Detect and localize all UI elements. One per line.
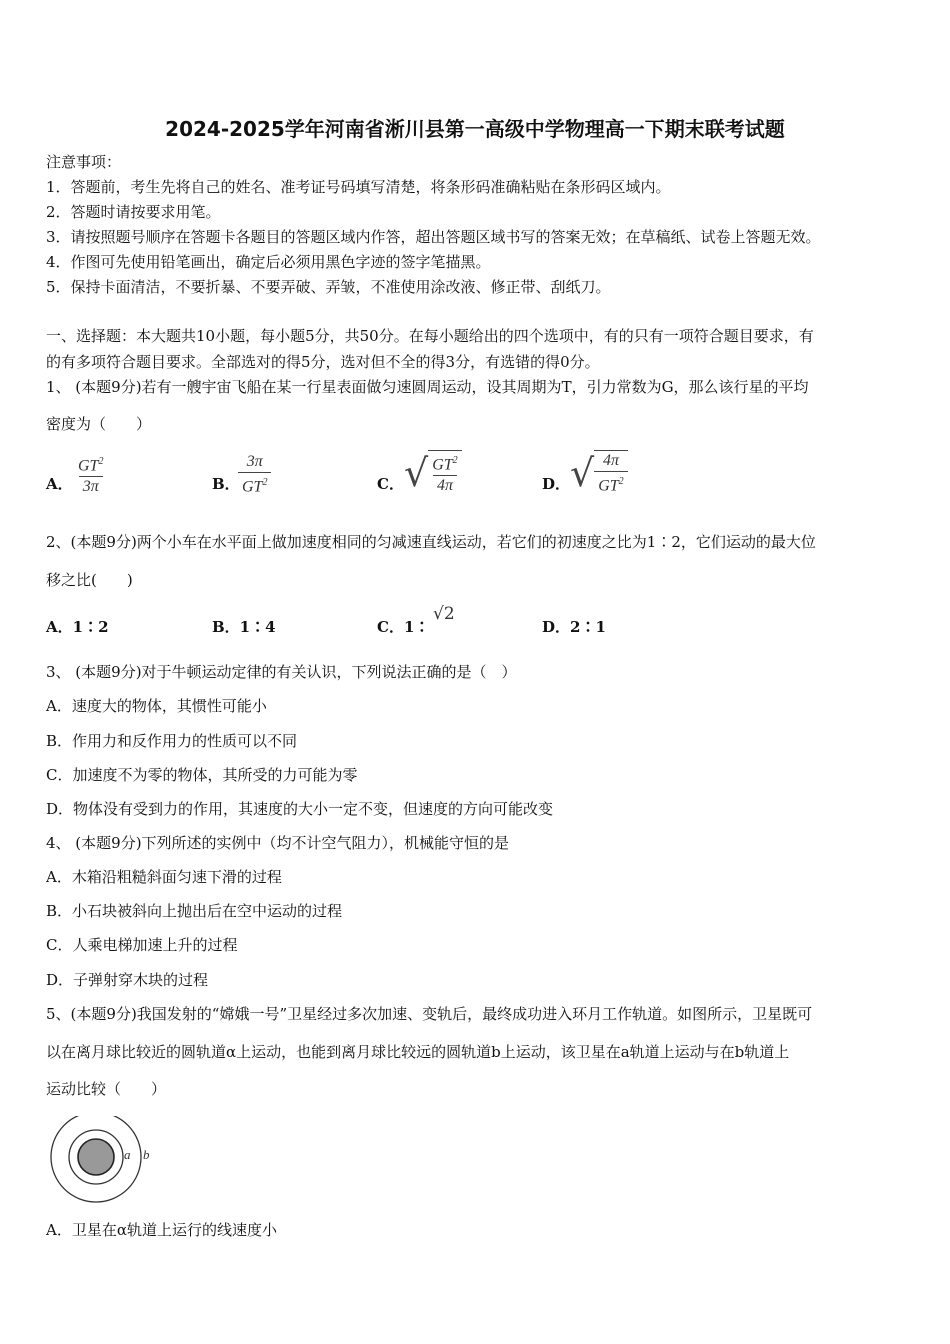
notes-item: 5．保持卡面清洁，不要折暴、不要弄破、弄皱，不准使用涂改液、修正带、刮纸刀。 bbox=[46, 278, 611, 296]
q1-option-b-label: B． bbox=[212, 475, 240, 493]
q3-option: A．速度大的物体，其惯性可能小 bbox=[46, 697, 267, 715]
notes-item: 3．请按照题号顺序在答题卡各题目的答题区域内作答，超出答题区域书写的答案无效；在草稿纸、试卷上答题无效。 bbox=[46, 228, 821, 246]
notes-heading: 注意事项： bbox=[46, 153, 122, 171]
q4-stem: 4、 (本题9分)下列所述的实例中（均不计空气阻力），机械能守恒的是 bbox=[46, 834, 510, 852]
q3-option: B．作用力和反作用力的性质可以不同 bbox=[46, 732, 298, 750]
q1-option-a-label: A． bbox=[46, 475, 73, 493]
q5-option: A．卫星在α轨道上运行的线速度小 bbox=[46, 1221, 277, 1239]
orbit-diagram bbox=[46, 1116, 156, 1204]
q4-option: B．小石块被斜向上抛出后在空中运动的过程 bbox=[46, 902, 343, 920]
q1-stem-line: 密度为（ ） bbox=[46, 415, 152, 433]
q1-option-c-formula: √ $\frac{GT^2}{4\pi}$ bbox=[404, 450, 462, 496]
q2-option-b: B．1∶4 bbox=[212, 618, 276, 636]
q5-stem-line: 以在离月球比较近的圆轨道α上运动，也能到离月球比较远的圆轨道b上运动，该卫星在a轨道上运动与在b轨道上 bbox=[46, 1043, 790, 1061]
q2-stem-line: 移之比( ) bbox=[46, 571, 133, 589]
q5-stem-line: 运动比较（ ） bbox=[46, 1080, 167, 1098]
moon bbox=[78, 1139, 114, 1175]
q5-stem-line: 5、(本题9分)我国发射的“嫦娥一号”卫星经过多次加速、变轨后，最终成功进入环月工作轨道。如图所示，卫星既可 bbox=[46, 1005, 813, 1023]
q3-stem: 3、 (本题9分)对于牛顿运动定律的有关认识，下列说法正确的是（ ） bbox=[46, 663, 517, 681]
q4-option: A．木箱沿粗糙斜面匀速下滑的过程 bbox=[46, 868, 282, 886]
q2-option-d: D．2∶1 bbox=[542, 618, 606, 636]
q2-option-a: A．1∶2 bbox=[46, 618, 109, 636]
q4-option: D．子弹射穿木块的过程 bbox=[46, 971, 209, 989]
q3-option: D．物体没有受到力的作用，其速度的大小一定不变，但速度的方向可能改变 bbox=[46, 800, 554, 818]
orbit-label-b: b bbox=[143, 1147, 150, 1162]
page-title: 2024-2025学年河南省淅川县第一高级中学物理高一下期末联考试题 bbox=[165, 117, 785, 141]
q1-stem-line: 1、 (本题9分)若有一艘宇宙飞船在某一行星表面做匀速圆周运动，设其周期为T，引力常数为G，那么该行星的平均 bbox=[46, 378, 809, 396]
notes-item: 1．答题前，考生先将自己的姓名、准考证号码填写清楚，将条形码准确粘贴在条形码区域内。 bbox=[46, 178, 671, 196]
section-heading-line: 一、选择题：本大题共10小题，每小题5分，共50分。在每小题给出的四个选项中，有的只有一项符合题目要求，有 bbox=[46, 327, 814, 345]
q4-option: C．人乘电梯加速上升的过程 bbox=[46, 936, 238, 954]
notes-item: 2．答题时请按要求用笔。 bbox=[46, 203, 221, 221]
q2-option-c: C．1∶ bbox=[377, 618, 430, 636]
notes-item: 4．作图可先使用铅笔画出，确定后必须用黑色字迹的签字笔描黑。 bbox=[46, 253, 491, 271]
q1-option-a-formula: $\frac{GT^2}{3\pi}$ bbox=[78, 456, 104, 496]
q1-option-d-formula: √ $\frac{4\pi}{GT^2}$ bbox=[570, 450, 628, 496]
q1-option-b-formula: $\frac{3\pi}{GT^2}$ bbox=[238, 452, 271, 497]
section-heading-line: 的有多项符合题目要求。全部选对的得5分，选对但不全的得3分，有选错的得0分。 bbox=[46, 353, 600, 371]
q3-option: C．加速度不为零的物体，其所受的力可能为零 bbox=[46, 766, 358, 784]
q1-option-d-label: D． bbox=[542, 475, 571, 493]
q1-option-c-label: C． bbox=[377, 475, 404, 493]
orbit-label-a: a bbox=[124, 1147, 131, 1162]
q2-stem-line: 2、(本题9分)两个小车在水平面上做加速度相同的匀减速直线运动，若它们的初速度之比为1∶2，它们运动的最大位 bbox=[46, 533, 816, 551]
q2-option-c-root: √2 bbox=[433, 604, 455, 624]
